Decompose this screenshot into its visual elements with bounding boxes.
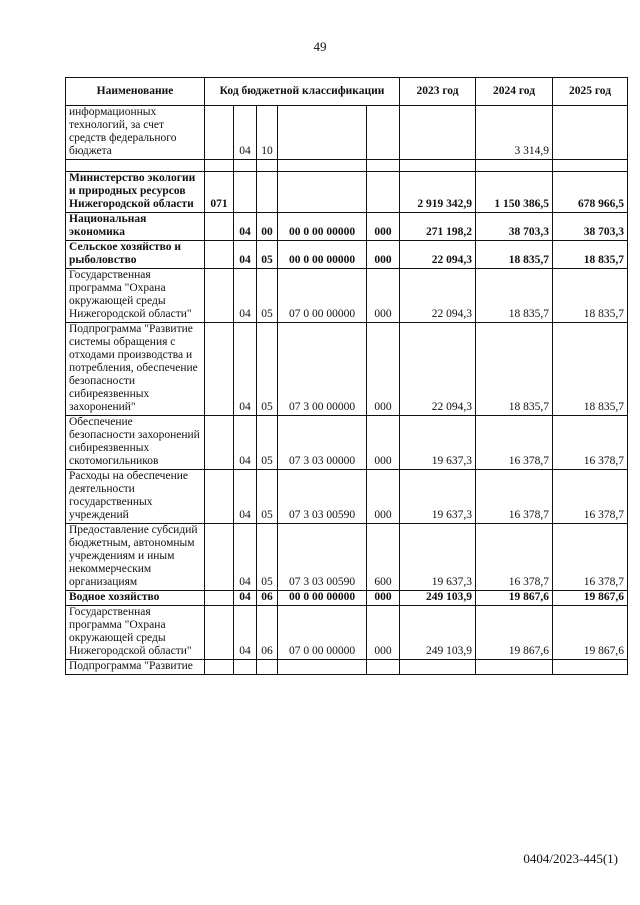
cell-value-2025: 19 867,6	[553, 591, 628, 606]
cell-value-2025: 18 835,7	[553, 269, 628, 323]
cell-target-code: 00 0 00 00000	[278, 213, 367, 241]
cell-value-2023: 22 094,3	[400, 323, 476, 416]
cell-ministry-code	[205, 269, 234, 323]
cell-expense-type-code	[367, 106, 400, 160]
cell-section-code: 04	[234, 213, 257, 241]
cell-value-2023: 249 103,9	[400, 606, 476, 660]
cell-section-code: 04	[234, 416, 257, 470]
document-code: 0404/2023-445(1)	[523, 851, 618, 866]
cell-ministry-code	[205, 323, 234, 416]
cell-target-code: 07 0 00 00000	[278, 269, 367, 323]
table-row	[66, 660, 628, 675]
cell-value-2023: 249 103,9	[400, 591, 476, 606]
table-row	[66, 269, 628, 323]
table-row	[66, 323, 628, 416]
cell-section-code: 04	[234, 606, 257, 660]
cell-value-2023: 22 094,3	[400, 241, 476, 269]
cell-section-code: 04	[234, 241, 257, 269]
cell-value-2025: 678 966,5	[553, 172, 628, 213]
cell-value-2024: 18 835,7	[476, 323, 553, 416]
table-cell	[278, 160, 367, 172]
table-cell	[257, 160, 278, 172]
cell-value-2024: 16 378,7	[476, 470, 553, 524]
table-cell	[66, 160, 205, 172]
cell-target-code	[278, 172, 367, 213]
cell-value-2024: 38 703,3	[476, 213, 553, 241]
cell-value-2023: 19 637,3	[400, 524, 476, 591]
cell-value-2024: 3 314,9	[476, 106, 553, 160]
cell-expense-type-code: 000	[367, 591, 400, 606]
table-spacer-row	[66, 160, 628, 172]
cell-value-2023	[400, 660, 476, 675]
page-number: 49	[313, 39, 327, 54]
cell-ministry-code	[205, 606, 234, 660]
header-2025: 2025 год	[553, 78, 628, 106]
cell-expense-type-code: 000	[367, 269, 400, 323]
cell-name: Водное хозяйство	[66, 591, 205, 606]
cell-ministry-code	[205, 106, 234, 160]
table-row	[66, 241, 628, 269]
cell-subsection-code: 05	[257, 416, 278, 470]
cell-section-code: 04	[234, 591, 257, 606]
cell-name: Обеспечение безопасности захоронений сибиреязвенных скотомогильников	[66, 416, 205, 470]
cell-name: Государственная программа "Охрана окружающей среды Нижегородской области"	[66, 606, 205, 660]
cell-value-2023: 271 198,2	[400, 213, 476, 241]
header-name: Наименование	[66, 78, 205, 106]
cell-expense-type-code: 000	[367, 213, 400, 241]
cell-name: Подпрограмма "Развитие	[66, 660, 205, 675]
table-cell	[205, 160, 234, 172]
cell-value-2025: 18 835,7	[553, 323, 628, 416]
cell-expense-type-code	[367, 660, 400, 675]
cell-section-code	[234, 172, 257, 213]
cell-ministry-code	[205, 591, 234, 606]
cell-value-2023	[400, 106, 476, 160]
cell-section-code: 04	[234, 470, 257, 524]
cell-value-2024: 18 835,7	[476, 241, 553, 269]
cell-section-code	[234, 660, 257, 675]
table-header-row	[66, 78, 628, 106]
cell-expense-type-code: 000	[367, 470, 400, 524]
cell-section-code: 04	[234, 524, 257, 591]
cell-value-2023: 19 637,3	[400, 416, 476, 470]
table-row	[66, 106, 628, 160]
table-cell	[553, 160, 628, 172]
cell-ministry-code	[205, 213, 234, 241]
cell-value-2024: 16 378,7	[476, 524, 553, 591]
header-2024: 2024 год	[476, 78, 553, 106]
cell-value-2025: 16 378,7	[553, 470, 628, 524]
cell-value-2023: 2 919 342,9	[400, 172, 476, 213]
table-row	[66, 591, 628, 606]
cell-target-code: 07 0 00 00000	[278, 606, 367, 660]
cell-subsection-code: 05	[257, 241, 278, 269]
table-row	[66, 213, 628, 241]
table-body	[66, 106, 628, 675]
cell-subsection-code: 05	[257, 269, 278, 323]
cell-subsection-code: 06	[257, 606, 278, 660]
cell-name: Сельское хозяйство и рыболовство	[66, 241, 205, 269]
cell-value-2023: 19 637,3	[400, 470, 476, 524]
cell-value-2025	[553, 106, 628, 160]
cell-subsection-code	[257, 172, 278, 213]
table-cell	[234, 160, 257, 172]
table-cell	[367, 160, 400, 172]
cell-value-2024: 16 378,7	[476, 416, 553, 470]
cell-name: информационных технологий, за счет средств федерального бюджета	[66, 106, 205, 160]
cell-expense-type-code: 600	[367, 524, 400, 591]
cell-subsection-code: 10	[257, 106, 278, 160]
cell-name: Министерство экологии и природных ресурсов Нижегородской области	[66, 172, 205, 213]
cell-target-code	[278, 106, 367, 160]
cell-ministry-code	[205, 470, 234, 524]
cell-target-code	[278, 660, 367, 675]
cell-value-2024: 19 867,6	[476, 606, 553, 660]
cell-value-2025: 16 378,7	[553, 416, 628, 470]
cell-name: Национальная экономика	[66, 213, 205, 241]
cell-value-2024: 1 150 386,5	[476, 172, 553, 213]
cell-expense-type-code: 000	[367, 416, 400, 470]
header-2023: 2023 год	[400, 78, 476, 106]
cell-section-code: 04	[234, 106, 257, 160]
cell-value-2025: 16 378,7	[553, 524, 628, 591]
cell-target-code: 07 3 03 00000	[278, 416, 367, 470]
cell-section-code: 04	[234, 323, 257, 416]
cell-section-code: 04	[234, 269, 257, 323]
cell-name: Расходы на обеспечение деятельности государственных учреждений	[66, 470, 205, 524]
cell-value-2025: 38 703,3	[553, 213, 628, 241]
cell-expense-type-code: 000	[367, 323, 400, 416]
cell-ministry-code	[205, 241, 234, 269]
table-row	[66, 172, 628, 213]
cell-ministry-code	[205, 660, 234, 675]
header-code: Код бюджетной классификации	[205, 78, 400, 106]
cell-name: Предоставление субсидий бюджетным, автономным учреждениям и иным некоммерческим организациям	[66, 524, 205, 591]
cell-name: Подпрограмма "Развитие системы обращения с отходами производства и потребления, обеспечение безопасности сибиреязвенных захоронений"	[66, 323, 205, 416]
cell-subsection-code: 05	[257, 524, 278, 591]
cell-subsection-code: 05	[257, 323, 278, 416]
cell-expense-type-code	[367, 172, 400, 213]
cell-value-2024	[476, 660, 553, 675]
cell-ministry-code	[205, 524, 234, 591]
cell-expense-type-code: 000	[367, 241, 400, 269]
cell-value-2024: 19 867,6	[476, 591, 553, 606]
table-row	[66, 524, 628, 591]
cell-subsection-code: 00	[257, 213, 278, 241]
cell-target-code: 00 0 00 00000	[278, 241, 367, 269]
cell-name: Государственная программа "Охрана окружающей среды Нижегородской области"	[66, 269, 205, 323]
cell-value-2024: 18 835,7	[476, 269, 553, 323]
table-row	[66, 416, 628, 470]
table-row	[66, 606, 628, 660]
cell-ministry-code	[205, 416, 234, 470]
cell-subsection-code: 05	[257, 470, 278, 524]
table-cell	[476, 160, 553, 172]
cell-value-2025	[553, 660, 628, 675]
cell-target-code: 07 3 03 00590	[278, 524, 367, 591]
cell-subsection-code	[257, 660, 278, 675]
cell-value-2025: 18 835,7	[553, 241, 628, 269]
cell-subsection-code: 06	[257, 591, 278, 606]
table-cell	[400, 160, 476, 172]
cell-target-code: 07 3 00 00000	[278, 323, 367, 416]
cell-expense-type-code: 000	[367, 606, 400, 660]
table-row	[66, 470, 628, 524]
cell-value-2025: 19 867,6	[553, 606, 628, 660]
cell-target-code: 07 3 03 00590	[278, 470, 367, 524]
cell-target-code: 00 0 00 00000	[278, 591, 367, 606]
cell-ministry-code: 071	[205, 172, 234, 213]
budget-table	[65, 77, 628, 675]
cell-value-2023: 22 094,3	[400, 269, 476, 323]
